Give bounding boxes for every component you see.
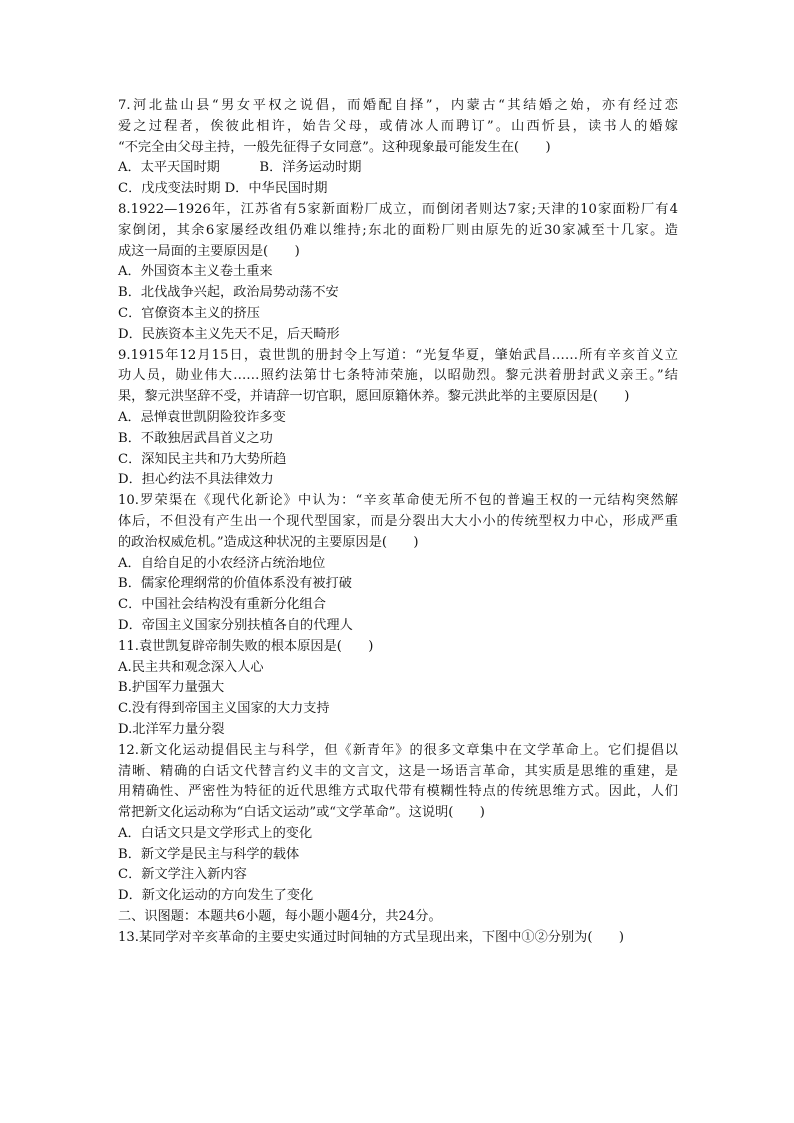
text-line: 13.某同学对辛亥革命的主要史实通过时间轴的方式呈现出来，下图中①②分别为( ) bbox=[118, 929, 625, 945]
text-line: 功人员，勋业伟大……照约法第廿七条特沛荣施，以昭勋烈。黎元洪着册封武义亲王。”结 bbox=[118, 368, 678, 384]
text-line: C.没有得到帝国主义国家的大力支持 bbox=[118, 701, 330, 717]
text-line: 家倒闭，其余6家屡经改组仍难以维持;东北的面粉厂则由原先的近30家减至十几家。造 bbox=[118, 222, 678, 238]
text-line: B．儒家伦理纲常的价值体系没有被打破 bbox=[118, 576, 352, 592]
text-line: 10.罗荣渠在《现代化新论》中认为：“辛亥革命使无所不包的普遍王权的一元结构突然解 bbox=[118, 493, 678, 509]
text-line: B.护国军力量强大 bbox=[118, 680, 225, 696]
text-line: 8.1922—1926年，江苏省有5家新面粉厂成立，而倒闭者则达7家;天津的10家面粉厂有4 bbox=[118, 201, 678, 217]
text-line: B．新文学是民主与科学的载体 bbox=[118, 846, 300, 862]
text-line: D．帝国主义国家分别扶植各自的代理人 bbox=[118, 617, 353, 633]
text-line: B．北伐战争兴起，政治局势动荡不安 bbox=[118, 285, 339, 301]
text-line: 爱之过程者，俟彼此相许，始告父母，或倩冰人而聘订”。山西忻县，读书人的婚嫁 bbox=[118, 118, 678, 134]
text-line: 用精确性、严密性为特征的近代思维方式取代带有模糊性特点的传统思维方式。因此，人们 bbox=[118, 784, 678, 800]
question-text-block bbox=[118, 96, 678, 949]
text-line: B．不敢独居武昌首义之功 bbox=[118, 430, 273, 446]
text-line: A．白话文只是文学形式上的变化 bbox=[118, 825, 313, 841]
text-line: A．忌惮袁世凯阴险狡诈多变 bbox=[118, 409, 286, 425]
text-line: D．民族资本主义先天不足，后天畸形 bbox=[118, 326, 340, 342]
text-line: 果，黎元洪坚辞不受，并请辞一切官职，愿回原籍休养。黎元洪此举的主要原因是( ) bbox=[118, 389, 630, 405]
text-line: C．深知民主共和乃大势所趋 bbox=[118, 451, 287, 467]
text-line: C．中国社会结构没有重新分化组合 bbox=[118, 597, 326, 613]
text-line: D．新文化运动的方向发生了变化 bbox=[118, 888, 314, 904]
text-line: C．戊戌变法时期 D．中华民国时期 bbox=[118, 181, 328, 197]
text-line: D．担心约法不具法律效力 bbox=[118, 472, 274, 488]
text-line: 常把新文化运动称为“白话文运动”或“文学革命”。这说明( ) bbox=[118, 805, 485, 821]
text-line: A．太平天国时期 B．洋务运动时期 bbox=[118, 160, 362, 176]
text-line: D.北洋军力量分裂 bbox=[118, 721, 225, 737]
text-line: 11.袁世凯复辟帝制失败的根本原因是( ) bbox=[118, 638, 374, 654]
text-line: 二、识图题：本题共6小题，每小题小题4分，共24分。 bbox=[118, 909, 442, 925]
text-line: 体后，不但没有产生出一个现代型国家，而是分裂出大大小小的传统型权力中心，形成严重 bbox=[118, 513, 678, 529]
text-line: A．外国资本主义卷土重来 bbox=[118, 264, 273, 280]
text-line: “不完全由父母主持，一般先征得子女同意”。这种现象最可能发生在( ) bbox=[118, 139, 551, 155]
text-line: 9.1915年12月15日，袁世凯的册封令上写道：“光复华夏，肇始武昌……所有辛亥首义立 bbox=[118, 347, 678, 363]
text-line: 12.新文化运动提倡民主与科学，但《新青年》的很多文章集中在文学革命上。它们提倡以 bbox=[118, 742, 678, 758]
text-line: 成这一局面的主要原因是( ) bbox=[118, 243, 300, 259]
text-line: 的政治权威危机。”造成这种状况的主要原因是( ) bbox=[118, 534, 419, 550]
text-line: C．新文学注入新内容 bbox=[118, 867, 247, 883]
text-line: A．自给自足的小农经济占统治地位 bbox=[118, 555, 326, 571]
text-line: A.民主共和观念深入人心 bbox=[118, 659, 264, 675]
text-line: 7.河北盐山县“男女平权之说倡，而婚配自择”，内蒙古“其结婚之始，亦有经过恋 bbox=[118, 98, 678, 113]
text-line: 清晰、精确的白话文代替言约义丰的文言文，这是一场语言革命，其实质是思维的重建，是 bbox=[118, 763, 678, 779]
text-line: C．官僚资本主义的挤压 bbox=[118, 305, 260, 321]
